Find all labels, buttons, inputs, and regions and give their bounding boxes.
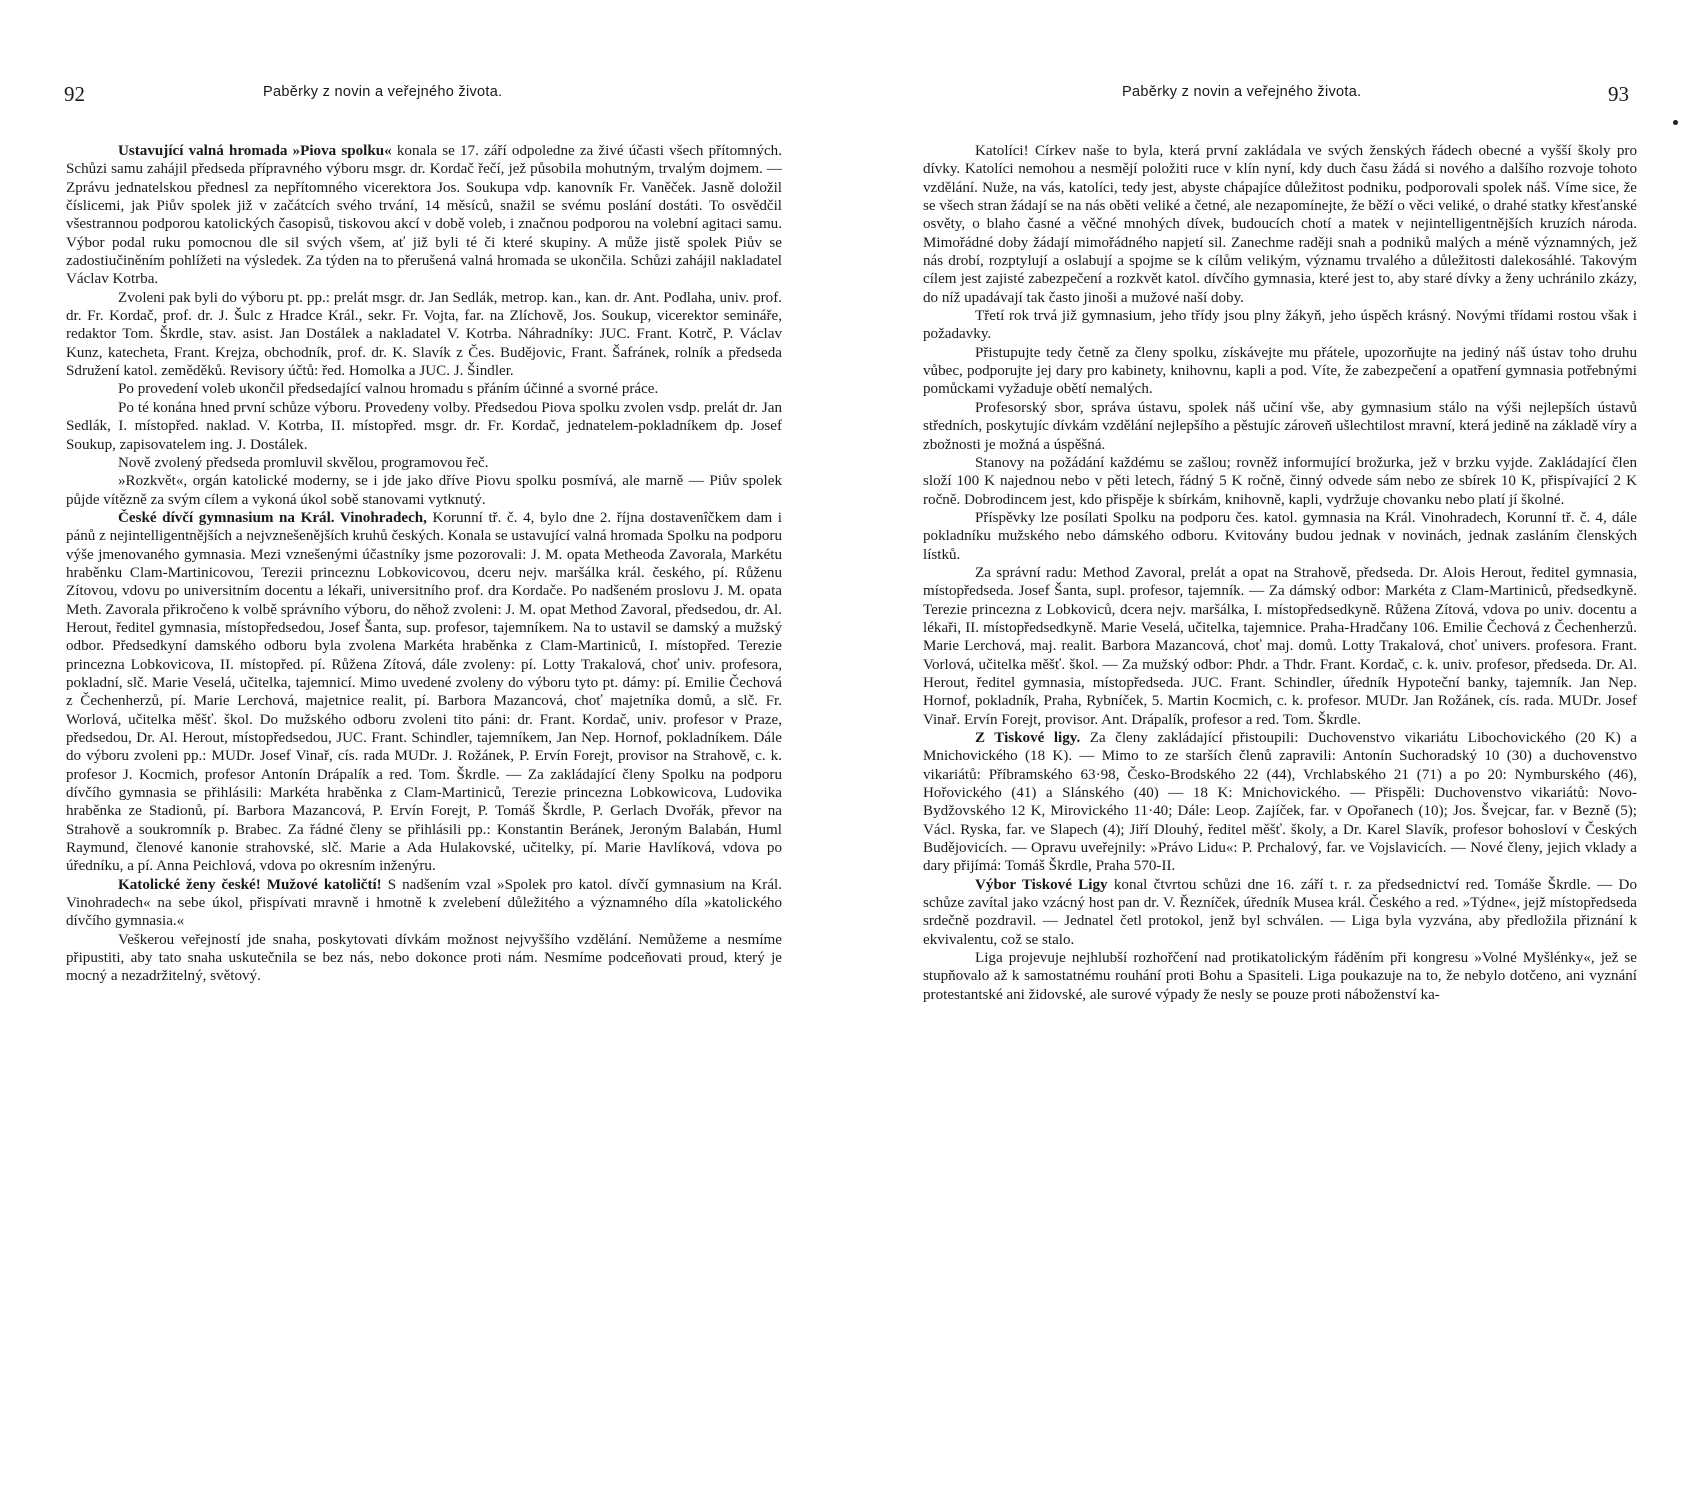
paragraph [923,949,1637,1004]
paragraph-text: Nově zvolený předseda promluvil skvělou, programovou řeč. [118,454,489,471]
paragraph [923,876,1637,949]
paragraph-lead: Ustavující valná hromada »Piova spolku« [118,143,392,159]
paragraph [66,289,782,381]
paragraph [66,399,782,454]
paragraph-text: konala se 17. září odpoledne za živé účasti všech přítomných. Schůzi samu zahájil předseda přípravného výboru msgr. dr. Kordač řečí, jež působila mohutným, trvalým dojmem. — Zprávu jednatelskou přednesl za nepřítomného vicerektora Jos. Soukupa vdp. kanovník Fr. Vaněček. Jasně doložil číslicemi, jak Piův spolek již v začátcích svého trvání, 14 měsíců, snažil se svému poslání dostáti. To osvědčil všestrannou podporou katolických časopisů, tiskovou akcí v době voleb, i značnou podporou na volební agitaci samu. Výbor podal ruku pomocnou dle sil svých všem, ať již byli té či které skupiny. A může jistě spolek Piův se zadostiučiněním pohlížeti na výsledek. Za týden na to přerušená valná hromada se ukončila. Schůzi zahájil nakladatel Václav Kotrba. [66,143,782,288]
left-page-number: 92 [64,82,85,106]
paragraph-lead: Výbor Tiskové Ligy [975,876,1108,893]
paragraph [66,454,782,472]
paragraph-text: Katolíci! Církev naše to byla, která první zakládala ve svých ženských řádech obecné a vyšší školy pro dívky. Katolíci nemohou a nesmějí položiti ruce v klín nyní, kdy duch času žádá si nového a dalšího rozvoje tohoto vzdělání. Nuže, na vás, katolíci, tedy jest, abyste chápajíce důležitost podniku, podporovali spolek náš. Víme sice, že se všech stran žádají se na nás oběti veliké a četné, ale nezapomínejte, že běží o věci veliké, o drahé statky křesťanské osvěty, o blaho časné a věčné mnohých dívek, budoucích chotí a matek v nejintelligentnějších kruzích národa. Mimořádné doby žádají mimořádného napjetí sil. Zanechme raději snah a podniků malých a méně významných, jež nás drobí, rozptylují a oslabují a spojme se k cílům velikým, významu trvalého a důležitosti dalekosáhlé. Takovým cílem jest zajisté zabezpečení a rozkvět katol. dívčího gymnasia, které jest to, aby staré dívky a ženy uchránilo zkázy, do níž upadávají tak často jinoši a mužové naší doby. [923,143,1637,306]
paragraph-text: Příspěvky lze posílati Spolku na podporu čes. katol. gymnasia na Král. Vinohradech, Korunní tř. č. 4, dále pokladníku mužského nebo dámského odboru. Kvitovány budou jednak v novinách, jednak zasláním členských lístků. [923,509,1637,563]
paragraph [66,876,782,931]
right-text-column [923,142,1637,1004]
right-running-title: Paběrky z novin a veřejného života. [1122,84,1362,100]
paragraph-lead: Katolické ženy české! Mužové katoličtí! [118,876,382,893]
paragraph-text: Po té konána hned první schůze výboru. Provedeny volby. Předsedou Piova spolku zvolen vsdp. prelát dr. Jan Sedlák, I. místopřed. naklad. V. Kotrba, II. místopřed. msgr. dr. Fr. Kordač, jednatelem-pokladníkem dp. Josef Soukup, zapisovatelem ing. J. Dostálek. [66,399,782,453]
paragraph-text: konal čtvrtou schůzi dne 16. září t. r. za předsednictví red. Tomáše Škrdle. — Do schůze zavítal jako vzácný host pan dr. V. Řezníček, úředník Musea král. Českého a red. »Týdne«, jejž místopředseda srdečně pozdravil. — Jednatel četl protokol, jenž byl schválen. — Liga byla vyzvána, aby předložila přiznání k ekvivalentu, což se stalo. [923,876,1637,948]
paragraph [66,380,782,398]
paragraph [66,472,782,509]
left-running-title: Paběrky z novin a veřejného života. [263,84,503,100]
paragraph-text: Po provedení voleb ukončil předsedající valnou hromadu s přáním účinné a svorné práce. [118,381,659,398]
paragraph-text: Profesorský sbor, správa ústavu, spolek náš učiní vše, aby gymnasium stálo na výši nejlepších ústavů středních, poskytujíc dívkám vzdělání nejlepšího a pěstujíc zároveň ušlechtilost mravní, která jedině na základě víry a zbožnosti je možná a úspěšná. [923,399,1637,453]
paragraph [66,142,782,289]
paragraph-text: Liga projevuje nejhlubší rozhořčení nad protikatolickým řáděním při kongresu »Volné Myšlénky«, jež se stupňovalo až k samostatnému rouhání proti Bohu a Spasiteli. Liga poukazuje na to, že nebylo dotčeno, ani vyznání protestantské ani židovské, ale surové výpady že nesly se pouze proti náboženství ka- [923,950,1637,1003]
paragraph-text: »Rozkvět«, orgán katolické moderny, se i jde jako dříve Piovu spolku posmívá, ale marně — Piův spolek půjde vítězně za svým cílem a vykoná úkol sobě stanovami vytknutý. [66,473,782,508]
paragraph [66,931,782,986]
paragraph [923,399,1637,454]
paragraph-text: Korunní tř. č. 4, bylo dne 2. října dostavenîčkem dam i pánů z nejintelligentnějších a nejvznešenějších kruhů českých. Konala se ustavující valná hromada Spolku na podporu výše jmenovaného gymnasia. Mezi vznešenými účastníky jsme pozorovali: J. M. opata Metheoda Zavorala, Markétu hraběnku Clam-Martinicovou, Terezii princeznu Lobkovicovou, dceru nejv. maršálka král. českého, pí. Růženu Zítovou, vdovu po universitním docentu a lékaři, universitního prof. dra Kordače. Po nadšeném proslovu J. M. opata Meth. Zavorala přikročeno k volbě správního výboru, do něhož zvoleni: J. M. opat Method Zavoral, předsedou, dr. Al. Herout, ředitel gymnasia, místopředsedou, Josef Šanta, sup. profesor, tajemníkem. Na to ustavil se damský a mužský odbor. Předsedkyní damského odboru byla zvolena Markéta hraběnka z Clam-Martiniců, I. místopřed. Terezie princezna Lobkovicova, II. místopřed. pí. Růžena Zítová, dále zvoleny: pí. Lotty Trakalová, choť univ. profesora, pokladní, slč. Marie Veselá, učitelka, tajemnicí. Mimo uvedené zvoleny do výboru tyto pt. dámy: pí. Emilie Čechová z Čechenherzů, pí. Marie Lerchová, majetnice realit, pí. Barbora Mazancová, choť majetníka domů, a slč. Fr. Worlová, učitelka měšť. škol. Do mužského odboru zvoleni tito páni: dr. Frant. Kordač, univ. profesor v Praze, předsedou, Dr. Al. Herout, místopředsedou, JUC. Frant. Schindler, tajemníkem, Jan Nep. Hornof, pokladníkem. Dále do výboru zvoleni pp.: MUDr. Josef Vinař, cís. rada MUDr. J. Rožánek, P. Ervín Forejt, provisor na Strahově, c. k. profesor J. Kocmich, profesor Antonín Drápalík a red. Tom. Škrdle. — Za zakládající členy Spolku na podporu dívčího gymnasia se přihlásili: Markéta hraběnka z Clam-Martiniců, Terezie princezna Lobkowicova, Ludovika hraběnka ze Stadionů, pí. Barbora Mazancová, P. Ervín Forejt, P. Tomáš Škrdle, P. Gerlach Dvořák, převor na Strahově a soukromník p. Brabec. Za řádné členy se přihlásili pp.: Konstantin Beránek, Jeroným Balabán, Huml Raymund, členové kanonie strahovské, slč. Marie a Ada Hulakovské, učitelky, pí. Marie Havlíková, vdova po úředníku, a pí. Anna Peichlová, vdova po okresním inženýru. [66,509,782,875]
paragraph-text: Za členy zakládající přistoupili: Duchovenstvo vikariátu Libochovického (20 K) a Mnichovického (18 K). — Mimo to ze starších členů zapravili: Antonín Suchoradský 10 (30) a duchovenstvo vikariátů: Příbramského 63·98, Česko-Brodského 22 (44), Vrchlabského 21 (71) a po 20: Nymburského (46), Hořovického (41) a Slánského (40) — 18 K: Mnichovického. — Přispěli: Duchovenstvo vikariátů: Novo-Bydžovského 12 K, Mirovického 11·40; Dále: Leop. Zajíček, far. v Opořanech (10); Jos. Švejcar, far. v Bezně (5); Václ. Ryska, far. ve Slapech (4); Jiří Dlouhý, ředitel měšť. školy, a Dr. Karel Slavík, profesor bohosloví v Českých Budějovicích. — Opravu uveřejnily: »Právo Lidu«: P. Prchalový, far. ve Vojslavicích. — Nové členy, jejich vklady a dary přijímá: Tomáš Škrdle, Praha 570-II. [923,730,1638,875]
paragraph [66,509,782,876]
paragraph-text: Stanovy na požádání každému se zašlou; rovněž informující brožurka, jež v brzku vyjde. Zakládající člen složí 100 K najednou nebo v pěti letech, řádný 5 K ročně, činný odvede sám nebo ze sbírek 10 K, přispívající 2 K ročně. Dobrodincem jest, kdo přispěje k sbírkám, knihovně, kapli, vydržuje chovanku nebo platí jí školné. [923,454,1637,508]
paragraph-text: Zvoleni pak byli do výboru pt. pp.: prelát msgr. dr. Jan Sedlák, metrop. kan., kan. dr. Ant. Podlaha, univ. prof. dr. Fr. Kordač, prof. dr. J. Šulc z Hradce Král., sekr. Fr. Vojta, far. na Zlíchově, Jos. Soukup, vicerektor semináře, redaktor Tom. Škrdle, stav. asist. Jan Dostálek a nakladatel V. Kotrba. Náhradníky: JUC. Frant. Kotrč, P. Václav Kunz, katecheta, Frant. Krejza, obchodník, prof. dr. K. Slavík z Čes. Budějovic, Frant. Šafránek, rolník a předseda Sdružení katol. zeměděků. Revisory účtů: řed. Homolka a JUC. J. Šindler. [66,289,782,380]
paragraph-lead: České dívčí gymnasium na Král. Vinohradech, [118,509,427,526]
paragraph [923,729,1637,876]
paragraph [923,454,1637,509]
paragraph-text: S nadšením vzal »Spolek pro katol. dívčí gymnasium na Král. Vinohradech« na sebe úkol, přispívati mravně i hmotně k zvelebení důležitého a významného díla »katolického dívčího gymnasia.« [66,876,782,930]
paragraph [923,344,1637,399]
paragraph-text: Přistupujte tedy četně za členy spolku, získávejte mu přátele, upozorňujte na jediný náš ústav toho druhu vůbec, podporujte jej dary pro kabinety, knihovnu, kapli a pod. Víte, že zabezpečení a opatření gymnasia potřebnými pomůckami vyžaduje obětí nemalých. [923,344,1637,398]
paragraph [923,307,1637,344]
ink-dot [1673,120,1678,125]
paragraph [923,509,1637,564]
right-page-number: 93 [1608,82,1629,106]
paragraph-text: Za správní radu: Method Zavoral, prelát a opat na Strahově, předseda. Dr. Alois Herout, ředitel gymnasia, místopředseda. Josef Šanta, supl. profesor, tajemník. — Za dámský odbor: Markéta z Clam-Martiniců, předsedkyně. Terezie princezna z Lobkoviců, dcera nejv. maršálka, I. místopředsedkyně. Růžena Zítová, vdova po univ. docentu a lékaři, II. místopředsedkyně. Marie Veselá, učitelka, tajemnice. Praha-Hradčany 106. Emilie Čechová z Čechenherzů. Marie Lerchová, maj. realit. Barbora Mazancová, choť maj. domů. Lotty Trakalová, choť univers. profesora. Frant. Vorlová, učitelka měšť. škol. — Za mužský odbor: Phdr. a Thdr. Frant. Kordač, c. k. univ. profesor, předseda. Dr. Al. Herout, ředitel gymnasia, místopředseda. JUC. Frant. Schindler, úředník Hypoteční banky, tajemník. Jan Nep. Hornof, pokladník, Praha, Rybníček, 5. Martin Kocmich, c. k. profesor. MUDr. Jan Rožánek, cís. rada. MUDr. Josef Vinař. Ervín Forejt, provisor. Ant. Drápalík, profesor a red. Tom. Škrdle. [923,564,1637,728]
paragraph [923,564,1637,729]
paragraph-text: Třetí rok trvá již gymnasium, jeho třídy jsou plny žákyň, jeho úspěch krásný. Novými třídami rostou však i požadavky. [923,308,1637,343]
right-page [853,0,1706,1500]
left-text-column [66,142,782,986]
paragraph-text: Veškerou veřejností jde snaha, poskytovati dívkám možnost nejvyššího vzdělání. Nemůžeme a nesmíme připustiti, aby tato snaha uskutečnila se bez nás, nebo dokonce proti nám. Nesmíme podceňovati proud, který je mocný a nezadržitelný, světový. [66,931,782,985]
paragraph [923,142,1637,307]
paragraph-lead: Z Tiskové ligy. [975,730,1081,746]
